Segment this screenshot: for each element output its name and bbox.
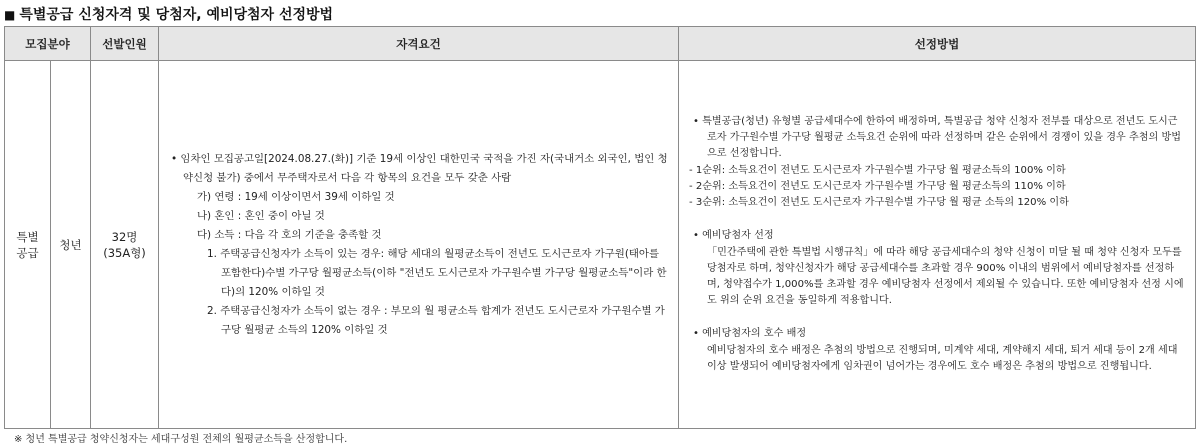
category-cell: 특별공급 — [5, 61, 51, 429]
method-rank-2: - 2순위: 소득요건이 전년도 도시근로자 가구원수별 가구당 월 평균소득의 110% 이하 — [689, 180, 1066, 192]
requirement-age: 가) 연령 : 19세 이상이면서 39세 이하일 것 — [197, 190, 395, 203]
method-rank-3: - 3순위: 소득요건이 전년도 도시근로자 가구원수별 가구당 월 평균 소득의 120% 이하 — [689, 197, 1069, 209]
count-type: (35A형) — [103, 245, 146, 260]
requirement-income-1: 1. 주택공급신청자가 소득이 있는 경우: 해당 세대의 월평균소득이 전년도 도시근로자 가구원(태아를 포함한다)수별 가구당 월평균소득(이하 "전년도 도시근로자 가구원수별 가구당 월평균소득"이라 한다)의 120% 이하일 것 — [207, 247, 667, 298]
method-heading-reserve: • 예비당첨자 선정 — [693, 230, 774, 242]
section-title — [4, 4, 333, 24]
method-cell — [679, 61, 1196, 429]
requirements-intro: • 임차인 모집공고일[2024.08.27.(화)] 기준 19세 이상인 대한민국 국적을 가진 자(국내거소 외국인, 법인 청약신청 불가) 중에서 무주택자로서 다음 각 항목의 요건을 모두 갖춘 사람 — [171, 152, 668, 184]
section-title-text: 특별공급 신청자격 및 당첨자, 예비당첨자 선정방법 — [19, 7, 334, 23]
header-count: 선발인원 — [91, 27, 159, 61]
requirement-income-2: 2. 주택공급신청자가 소득이 없는 경우 : 부모의 월 평균소득 합계가 전년도 도시근로자 가구원수별 가구당 월평균 소득의 120% 이하일 것 — [207, 304, 665, 336]
header-requirements: 자격요건 — [159, 27, 679, 61]
table-header-row — [5, 27, 1196, 61]
header-method: 선정방법 — [679, 27, 1196, 61]
square-bullet-icon: ■ — [4, 8, 16, 22]
method-heading-unit: • 예비당첨자의 호수 배정 — [693, 328, 807, 340]
method-paragraph-1: • 특별공급(청년) 유형별 공급세대수에 한하여 배정하며, 특별공급 청약 신청자 전부를 대상으로 전년도 도시근로자 가구원수별 가구당 월평균 소득요건 순위에 따라 선정하며 같은 순위에서 경쟁이 있을 경우 추첨의 방법으로 선정합니다. — [693, 116, 1181, 160]
subcategory-cell: 청년 — [51, 61, 91, 429]
method-paragraph-reserve: 「민간주택에 관한 특별법 시행규칙」에 따라 해당 공급세대수의 청약 신청이 미달 될 때 청약 신청자 모두를 당첨자로 하며, 청약신청자가 해당 공급세대수를 초과할 경우 900% 이내의 범위에서 예비당첨자를 선정하며, 청약접수가 1,000%를 초과할 경우 예비당첨자 선정에서 제외될 수 있습니다. 또한 예비당첨자 선정 시에도 위의 순위 요건을 동일하게 적용합니다. — [707, 246, 1184, 307]
method-paragraph-unit: 예비당첨자의 호수 배정은 추첨의 방법으로 진행되며, 미계약 세대, 계약해지 세대, 퇴거 세대 등이 2개 세대 이상 발생되어 예비당첨자에게 임차권이 넘어가는 경우에도 호수 배정은 추첨의 방법으로 진행됩니다. — [707, 344, 1178, 372]
eligibility-table — [4, 26, 1196, 429]
table-row — [5, 61, 1196, 429]
count-cell — [91, 61, 159, 429]
footnote: ※ 청년 특별공급 청약신청자는 세대구성원 전체의 월평균소득을 산정합니다. — [14, 434, 348, 445]
requirement-income: 다) 소득 : 다음 각 호의 기준을 충족할 것 — [197, 228, 382, 241]
requirement-marriage: 나) 혼인 : 혼인 중이 아닐 것 — [197, 209, 325, 222]
header-field: 모집분야 — [5, 27, 91, 61]
requirements-cell — [159, 61, 679, 429]
method-rank-1: - 1순위: 소득요건이 전년도 도시근로자 가구원수별 가구당 월 평균소득의 100% 이하 — [689, 164, 1066, 176]
count-value: 32명 — [111, 229, 138, 244]
